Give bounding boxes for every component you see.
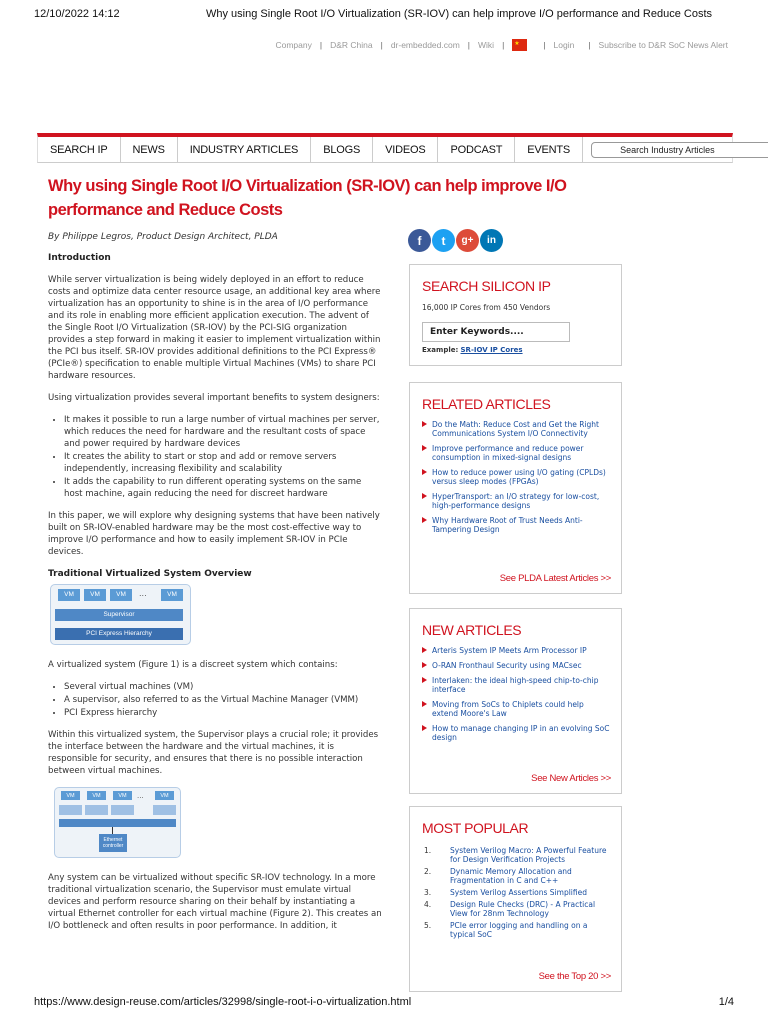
list-item: • It makes it possible to run a large number of virtual machines per server, which reduces the need for hardware and the resultant costs of space and power required by hardware devices (64, 414, 382, 450)
most-popular-box (409, 806, 622, 992)
article-byline: By Philippe Legros, Product Design Architect, PLDA (48, 232, 278, 242)
separator: | (588, 40, 591, 50)
related-articles-box (409, 382, 622, 594)
list-item: • It adds the capability to run different operating systems on the same host machine, again reducing the need for discreet hardware (64, 476, 382, 500)
vm-box: VM (61, 791, 80, 800)
vm-box: VM (87, 791, 106, 800)
components-list (64, 681, 382, 719)
nav-podcast[interactable]: PODCAST (438, 137, 515, 162)
list-item (424, 846, 611, 864)
china-flag-icon[interactable] (512, 39, 527, 51)
most-popular-list (424, 846, 611, 939)
intro-heading: Introduction (48, 253, 111, 263)
figure-1-diagram (50, 584, 191, 645)
paragraph: In this paper, we will explore why designing systems that have been natively built on SR-IOV-enabled hardware may be the most cost-effective way to improve I/O performance and how to easily implement SR-IOV in PCIe devices. (48, 511, 380, 557)
rank-number: 3. (424, 888, 432, 897)
box-title: MOST POPULAR (422, 820, 529, 836)
example-label: Example: (422, 346, 459, 354)
box-title: RELATED ARTICLES (422, 396, 551, 412)
separator: | (380, 40, 383, 50)
box-title: NEW ARTICLES (422, 622, 522, 638)
example-link[interactable]: SR-IOV IP Cores (460, 346, 523, 354)
nav-search-ip[interactable]: SEARCH IP (38, 137, 121, 162)
pcie-hierarchy-bar: PCI Express Hierarchy (55, 628, 183, 640)
paragraph: A virtualized system (Figure 1) is a discreet system which contains: (48, 660, 338, 670)
print-header (0, 8, 768, 24)
article-body (48, 252, 382, 942)
keyword-search-input[interactable] (422, 322, 570, 342)
list-item (424, 900, 611, 918)
subscribe-link[interactable]: Subscribe to D&R SoC News Alert (598, 40, 728, 50)
main-nav (37, 133, 733, 163)
article-link[interactable]: O-RAN Fronthaul Security using MACsec (420, 661, 611, 670)
rank-number: 5. (424, 921, 432, 930)
vm-box: VM (58, 589, 80, 601)
vm-box: VM (84, 589, 106, 601)
section-heading: Traditional Virtualized System Overview (48, 569, 252, 579)
popular-article-link[interactable]: System Verilog Assertions Simplified (450, 888, 587, 897)
article-link[interactable]: Why Hardware Root of Trust Needs Anti-Tampering Design (420, 516, 611, 534)
list-item (424, 921, 611, 939)
facebook-icon[interactable]: f (408, 229, 431, 252)
rank-number: 1. (424, 846, 432, 855)
nav-search (583, 137, 768, 162)
paragraph: Within this virtualized system, the Supervisor plays a crucial role; it provides the interface between the hardware and the virtual machines, it is responsible for security, and ensures that there is no possible interaction between virtual machines. (48, 730, 379, 776)
print-title: Why using Single Root I/O Virtualization (SR-IOV) can help improve I/O performance and Reduce Costs (206, 8, 713, 20)
paragraph: While server virtualization is being widely deployed in an effort to reduce costs and optimize data center resource usage, an additional key area where virtualization has an opportunity to shine is in the area of I/O performance and its role in enabling more efficient application execution. The advent of the Single Root I/O Virtualization (SR-IOV) by the PCI-SIG organization provides a step forward in making it easier to implement virtualization within the PCI bus itself. SR-IOV provides additional definitions to the PCI Express® (PCIe®) specification to enable multiple Virtual Machines (VMs) to share PCI hardware resources. (48, 275, 381, 381)
popular-article-link[interactable]: Dynamic Memory Allocation and Fragmentation in C and C++ (450, 867, 572, 885)
popular-article-link[interactable]: PCIe error logging and handling on a typical SoC (450, 921, 588, 939)
nav-industry-articles[interactable]: INDUSTRY ARTICLES (178, 137, 311, 162)
print-footer (0, 996, 768, 1012)
nav-events[interactable]: EVENTS (515, 137, 583, 162)
rank-number: 4. (424, 900, 432, 909)
popular-article-link[interactable]: Design Rule Checks (DRC) - A Practical View for 28nm Technology (450, 900, 596, 918)
top-utility-links (275, 38, 728, 52)
virtual-controller-box (59, 805, 82, 815)
box-title: SEARCH SILICON IP (422, 278, 551, 294)
nav-blogs[interactable]: BLOGS (311, 137, 373, 162)
search-articles-input[interactable] (591, 142, 768, 158)
virtual-controller-box (85, 805, 108, 815)
supervisor-bar: Supervisor (55, 609, 183, 621)
supervisor-bar (59, 819, 176, 827)
list-item: • PCI Express hierarchy (64, 707, 382, 719)
twitter-icon[interactable]: t (432, 229, 455, 252)
new-articles-list (420, 646, 611, 742)
nav-videos[interactable]: VIDEOS (373, 137, 438, 162)
article-link[interactable]: HyperTransport: an I/O strategy for low-cost, high-performance designs (420, 492, 611, 510)
nav-news[interactable]: NEWS (121, 137, 178, 162)
social-share-bar (408, 229, 503, 252)
article-link[interactable]: How to manage changing IP in an evolving SoC design (420, 724, 611, 742)
company-link[interactable]: Company (275, 40, 312, 50)
article-headline: Why using Single Root I/O Virtualization (SR-IOV) can help improve I/O performance and Reduce Costs (48, 177, 567, 219)
google-plus-icon[interactable]: g+ (456, 229, 479, 252)
separator: | (543, 40, 546, 50)
separator: | (319, 40, 323, 50)
list-item (424, 888, 611, 897)
related-articles-list (420, 420, 611, 534)
vm-box: VM (110, 589, 132, 601)
paragraph: Any system can be virtualized without specific SR-IOV technology. In a more traditional virtualization scenario, the Supervisor must emulate virtual devices and perform resource sharing on their behalf by instantiating a virtual Ethernet controller for each virtual machine (Figure 2). This creates an I/O bottleneck and often results in poor performance. In addition, it (48, 873, 382, 931)
popular-article-link[interactable]: System Verilog Macro: A Powerful Feature for Design Verification Projects (450, 846, 607, 864)
separator: | (502, 40, 505, 50)
vm-box: VM (161, 589, 183, 601)
article-link[interactable]: Arteris System IP Meets Arm Processor IP (420, 646, 611, 655)
paragraph: Using virtualization provides several important benefits to system designers: (48, 393, 380, 403)
ellipsis: ... (139, 589, 147, 598)
print-datetime: 12/10/2022 14:12 (34, 8, 120, 20)
ellipsis: ... (137, 792, 144, 800)
vm-box: VM (155, 791, 174, 800)
list-item: • It creates the ability to start or stop and add or remove servers independently, increasing flexibility and scalability (64, 451, 382, 475)
dr-china-link[interactable]: D&R China (330, 40, 373, 50)
virtual-controller-box (111, 805, 134, 815)
see-top-20-link[interactable]: See the Top 20 >> (538, 971, 611, 982)
list-item: • A supervisor, also referred to as the Virtual Machine Manager (VMM) (64, 694, 382, 706)
wiki-link[interactable]: Wiki (478, 40, 495, 50)
linkedin-icon[interactable]: in (480, 229, 503, 252)
see-plda-articles-link[interactable]: See PLDA Latest Articles >> (499, 573, 611, 584)
ip-core-count: 16,000 IP Cores from 450 Vendors (422, 303, 551, 312)
list-item: • Several virtual machines (VM) (64, 681, 382, 693)
virtual-controller-box (153, 805, 176, 815)
rank-number: 2. (424, 867, 432, 876)
dr-embedded-link[interactable]: dr-embedded.com (390, 40, 460, 50)
search-silicon-ip-box (409, 264, 622, 366)
list-item (424, 867, 611, 885)
new-articles-box (409, 608, 622, 794)
article-link[interactable]: Moving from SoCs to Chiplets could help extend Moore's Law (420, 700, 611, 718)
article-link[interactable]: How to reduce power using I/O gating (CPLDs) versus sleep modes (FPGAs) (420, 468, 611, 486)
login-link[interactable]: Login (553, 40, 575, 50)
page-number: 1/4 (718, 996, 734, 1008)
connector-line (112, 827, 113, 834)
print-url: https://www.design-reuse.com/articles/32998/single-root-i-o-virtualization.html (34, 996, 412, 1008)
article-link[interactable]: Do the Math: Reduce Cost and Get the Right Communications System I/O Connectivity (420, 420, 611, 438)
article-link[interactable]: Improve performance and reduce power consumption in mixed-signal designs (420, 444, 611, 462)
article-link[interactable]: Interlaken: the ideal high-speed chip-to-chip interface (420, 676, 611, 694)
vm-box: VM (113, 791, 132, 800)
benefits-list (64, 414, 382, 500)
see-new-articles-link[interactable]: See New Articles >> (531, 773, 611, 784)
figure-2-diagram (54, 787, 181, 858)
ethernet-controller-box: Ethernet controller (99, 834, 127, 852)
separator: | (467, 40, 471, 50)
